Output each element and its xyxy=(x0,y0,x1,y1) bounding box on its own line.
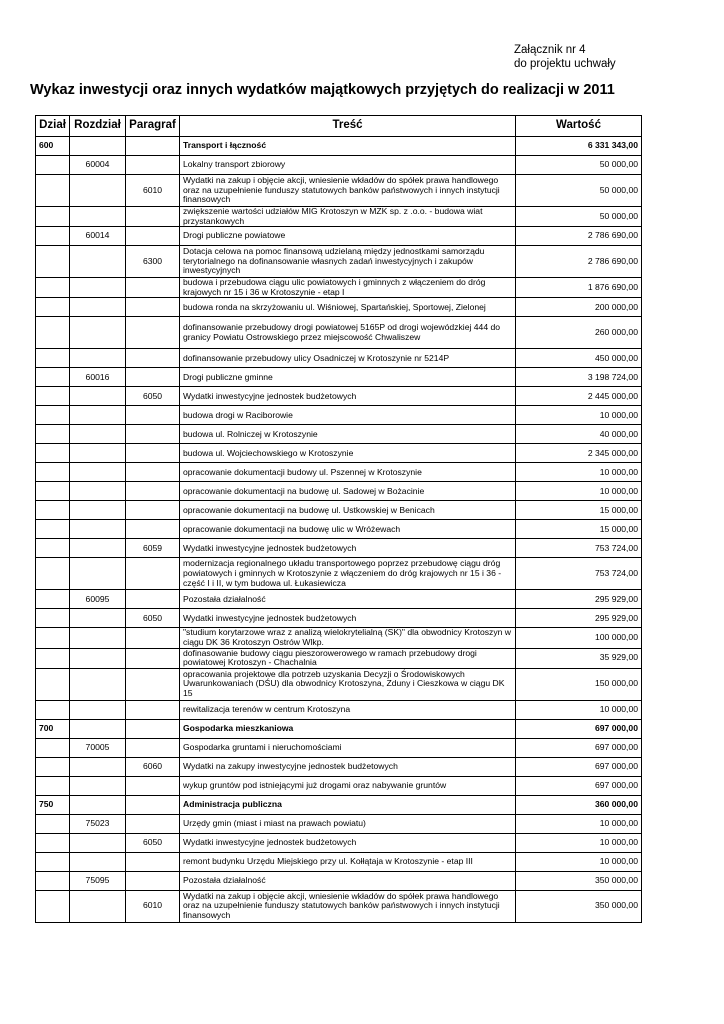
cell-rozdzial xyxy=(70,482,126,501)
cell-paragraf xyxy=(126,719,180,738)
cell-dzial xyxy=(36,852,70,871)
cell-dzial xyxy=(36,871,70,890)
cell-paragraf: 6060 xyxy=(126,757,180,776)
table-row xyxy=(36,349,642,368)
table-row xyxy=(36,227,642,246)
cell-dzial xyxy=(36,890,70,922)
cell-wartosc: 10 000,00 xyxy=(516,406,642,425)
cell-paragraf xyxy=(126,349,180,368)
cell-wartosc: 200 000,00 xyxy=(516,298,642,317)
cell-wartosc: 3 198 724,00 xyxy=(516,368,642,387)
table-row xyxy=(36,668,642,700)
cell-wartosc: 2 786 690,00 xyxy=(516,227,642,246)
cell-dzial xyxy=(36,207,70,227)
cell-tresc: opracowanie dokumentacji na budowę ul. Ustkowskiej w Benicach xyxy=(180,501,516,520)
cell-tresc: Wydatki na zakupy inwestycyjne jednostek budżetowych xyxy=(180,757,516,776)
cell-tresc: opracowanie dokumentacji na budowę ul. Sadowej w Bożacinie xyxy=(180,482,516,501)
cell-rozdzial: 60016 xyxy=(70,368,126,387)
table-row xyxy=(36,406,642,425)
cell-wartosc: 10 000,00 xyxy=(516,852,642,871)
cell-paragraf xyxy=(126,156,180,175)
cell-tresc: budowa drogi w Raciborowie xyxy=(180,406,516,425)
cell-tresc: Wydatki na zakup i objęcie akcji, wniesienie wkładów do spółek prawa handlowego oraz na uzupełnienie funduszy statutowych banków państwowych i innych instytucji finansowych xyxy=(180,890,516,922)
cell-tresc: rewitalizacja terenów w centrum Krotoszyna xyxy=(180,700,516,719)
cell-rozdzial xyxy=(70,852,126,871)
cell-rozdzial xyxy=(70,175,126,207)
cell-wartosc: 50 000,00 xyxy=(516,156,642,175)
cell-paragraf xyxy=(126,648,180,668)
table-row xyxy=(36,648,642,668)
table-row xyxy=(36,482,642,501)
cell-wartosc: 697 000,00 xyxy=(516,738,642,757)
cell-wartosc: 10 000,00 xyxy=(516,833,642,852)
table-row xyxy=(36,207,642,227)
cell-dzial xyxy=(36,558,70,590)
cell-rozdzial xyxy=(70,501,126,520)
table-row xyxy=(36,609,642,628)
column-header-tresc: Treść xyxy=(180,116,516,137)
annex-line-2: do projektu uchwały xyxy=(514,58,616,70)
cell-dzial xyxy=(36,444,70,463)
cell-rozdzial xyxy=(70,558,126,590)
cell-rozdzial: 75095 xyxy=(70,871,126,890)
cell-rozdzial xyxy=(70,298,126,317)
cell-dzial xyxy=(36,317,70,349)
table-row xyxy=(36,700,642,719)
cell-paragraf xyxy=(126,558,180,590)
cell-tresc: zwiększenie wartości udziałów MIG Krotoszyn w MZK sp. z .o.o. - budowa wiat przystankowych xyxy=(180,207,516,227)
cell-rozdzial xyxy=(70,349,126,368)
table-row xyxy=(36,814,642,833)
cell-tresc: Drogi publiczne gminne xyxy=(180,368,516,387)
table-row xyxy=(36,298,642,317)
cell-wartosc: 2 345 000,00 xyxy=(516,444,642,463)
cell-dzial: 750 xyxy=(36,795,70,814)
table-row xyxy=(36,738,642,757)
cell-dzial xyxy=(36,425,70,444)
cell-tresc: Gospodarka mieszkaniowa xyxy=(180,719,516,738)
table-row xyxy=(36,444,642,463)
cell-rozdzial xyxy=(70,668,126,700)
cell-paragraf xyxy=(126,368,180,387)
table-row xyxy=(36,368,642,387)
cell-paragraf xyxy=(126,814,180,833)
cell-rozdzial xyxy=(70,463,126,482)
cell-tresc: opracowanie dokumentacji na budowę ulic w Wróżewach xyxy=(180,520,516,539)
cell-tresc: Transport i łączność xyxy=(180,137,516,156)
cell-tresc: dofinasowanie budowy ciągu pieszorowerowego w ramach przebudowy drogi powiatowej Krotoszyn - Chachalnia xyxy=(180,648,516,668)
cell-paragraf xyxy=(126,317,180,349)
cell-dzial xyxy=(36,501,70,520)
cell-wartosc: 260 000,00 xyxy=(516,317,642,349)
cell-dzial xyxy=(36,349,70,368)
cell-tresc: Lokalny transport zbiorowy xyxy=(180,156,516,175)
cell-rozdzial: 70005 xyxy=(70,738,126,757)
cell-dzial xyxy=(36,609,70,628)
cell-paragraf xyxy=(126,852,180,871)
cell-rozdzial xyxy=(70,406,126,425)
cell-rozdzial xyxy=(70,387,126,406)
cell-rozdzial xyxy=(70,207,126,227)
cell-tresc: Wydatki na zakup i objęcie akcji, wniesienie wkładów do spółek prawa handlowego oraz na uzupełnienie funduszy statutowych banków państwowych i innych instytucji finansowych xyxy=(180,175,516,207)
cell-wartosc: 40 000,00 xyxy=(516,425,642,444)
cell-wartosc: 35 929,00 xyxy=(516,648,642,668)
cell-tresc: Dotacja celowa na pomoc finansową udzielaną między jednostkami samorządu terytorialnego na dofinansowanie własnych zadań inwestycyjnych i zakupów inwestycyjnych xyxy=(180,246,516,278)
cell-dzial xyxy=(36,406,70,425)
cell-paragraf xyxy=(126,278,180,298)
table-row xyxy=(36,590,642,609)
cell-wartosc: 15 000,00 xyxy=(516,520,642,539)
cell-paragraf xyxy=(126,668,180,700)
cell-dzial xyxy=(36,175,70,207)
cell-rozdzial xyxy=(70,890,126,922)
cell-wartosc: 10 000,00 xyxy=(516,463,642,482)
cell-dzial xyxy=(36,700,70,719)
cell-paragraf xyxy=(126,590,180,609)
cell-wartosc: 450 000,00 xyxy=(516,349,642,368)
cell-dzial: 600 xyxy=(36,137,70,156)
table-row xyxy=(36,852,642,871)
cell-wartosc: 2 786 690,00 xyxy=(516,246,642,278)
cell-rozdzial xyxy=(70,833,126,852)
cell-paragraf xyxy=(126,795,180,814)
cell-paragraf: 6010 xyxy=(126,175,180,207)
cell-paragraf xyxy=(126,463,180,482)
cell-dzial xyxy=(36,387,70,406)
cell-wartosc: 350 000,00 xyxy=(516,871,642,890)
cell-tresc: budowa ronda na skrzyżowaniu ul. Wiśniowej, Spartańskiej, Sportowej, Zielonej xyxy=(180,298,516,317)
cell-rozdzial xyxy=(70,539,126,558)
cell-paragraf xyxy=(126,776,180,795)
annex-note xyxy=(514,43,616,71)
cell-dzial xyxy=(36,628,70,648)
cell-dzial xyxy=(36,156,70,175)
cell-rozdzial xyxy=(70,719,126,738)
cell-wartosc: 350 000,00 xyxy=(516,890,642,922)
table-row xyxy=(36,628,642,648)
cell-dzial xyxy=(36,648,70,668)
section-row xyxy=(36,137,642,156)
cell-tresc: Gospodarka gruntami i nieruchomościami xyxy=(180,738,516,757)
table-row xyxy=(36,520,642,539)
cell-paragraf xyxy=(126,444,180,463)
cell-tresc: Wydatki inwestycyjne jednostek budżetowych xyxy=(180,539,516,558)
cell-rozdzial xyxy=(70,609,126,628)
cell-tresc: Wydatki inwestycyjne jednostek budżetowych xyxy=(180,387,516,406)
cell-rozdzial xyxy=(70,648,126,668)
cell-dzial xyxy=(36,668,70,700)
column-header-dzial: Dział xyxy=(36,116,70,137)
cell-wartosc: 10 000,00 xyxy=(516,482,642,501)
cell-rozdzial: 60004 xyxy=(70,156,126,175)
cell-dzial xyxy=(36,757,70,776)
cell-paragraf xyxy=(126,628,180,648)
table-row xyxy=(36,833,642,852)
cell-tresc: modernizacja regionalnego układu transportowego poprzez przebudowę ciągu dróg powiatowych i gminnych w Krotoszynie z włączeniem do dróg krajowych nr 15 i 36 - część I i II, w tym budowa ul. Łukasiewicza xyxy=(180,558,516,590)
cell-rozdzial: 60095 xyxy=(70,590,126,609)
investment-table xyxy=(35,115,642,923)
cell-rozdzial: 60014 xyxy=(70,227,126,246)
table-row xyxy=(36,425,642,444)
cell-rozdzial xyxy=(70,425,126,444)
cell-wartosc: 360 000,00 xyxy=(516,795,642,814)
cell-wartosc: 1 876 690,00 xyxy=(516,278,642,298)
cell-dzial xyxy=(36,590,70,609)
cell-tresc: Drogi publiczne powiatowe xyxy=(180,227,516,246)
section-row xyxy=(36,719,642,738)
cell-wartosc: 753 724,00 xyxy=(516,558,642,590)
cell-tresc: Urzędy gmin (miast i miast na prawach powiatu) xyxy=(180,814,516,833)
table-row xyxy=(36,246,642,278)
cell-paragraf xyxy=(126,227,180,246)
cell-rozdzial: 75023 xyxy=(70,814,126,833)
cell-paragraf xyxy=(126,137,180,156)
cell-paragraf xyxy=(126,425,180,444)
table-row xyxy=(36,175,642,207)
cell-paragraf: 6050 xyxy=(126,833,180,852)
cell-dzial: 700 xyxy=(36,719,70,738)
cell-wartosc: 2 445 000,00 xyxy=(516,387,642,406)
cell-rozdzial xyxy=(70,278,126,298)
cell-dzial xyxy=(36,298,70,317)
cell-paragraf xyxy=(126,482,180,501)
cell-rozdzial xyxy=(70,246,126,278)
column-header-rozdzial: Rozdział xyxy=(70,116,126,137)
page-title: Wykaz inwestycji oraz innych wydatków majątkowych przyjętych do realizacji w 2011 xyxy=(30,82,615,98)
table-row xyxy=(36,317,642,349)
cell-dzial xyxy=(36,482,70,501)
cell-wartosc: 295 929,00 xyxy=(516,590,642,609)
table-row xyxy=(36,387,642,406)
cell-tresc: budowa ul. Wojciechowskiego w Krotoszynie xyxy=(180,444,516,463)
cell-wartosc: 10 000,00 xyxy=(516,700,642,719)
cell-dzial xyxy=(36,246,70,278)
section-row xyxy=(36,795,642,814)
cell-dzial xyxy=(36,368,70,387)
cell-tresc: dofinansowanie przebudowy ulicy Osadniczej w Krotoszynie nr 5214P xyxy=(180,349,516,368)
cell-paragraf xyxy=(126,406,180,425)
cell-wartosc: 50 000,00 xyxy=(516,207,642,227)
cell-rozdzial xyxy=(70,137,126,156)
cell-dzial xyxy=(36,278,70,298)
cell-dzial xyxy=(36,738,70,757)
cell-dzial xyxy=(36,814,70,833)
cell-tresc: "studium korytarzowe wraz z analizą wielokrytelialną (SK)" dla obwodnicy Krotoszyn w ciągu DK 36 Krotoszyn Ostrów Wlkp. xyxy=(180,628,516,648)
cell-wartosc: 100 000,00 xyxy=(516,628,642,648)
cell-dzial xyxy=(36,520,70,539)
table-row xyxy=(36,776,642,795)
cell-paragraf xyxy=(126,520,180,539)
cell-wartosc: 6 331 343,00 xyxy=(516,137,642,156)
cell-paragraf xyxy=(126,871,180,890)
cell-wartosc: 753 724,00 xyxy=(516,539,642,558)
cell-tresc: Administracja publiczna xyxy=(180,795,516,814)
table-row xyxy=(36,558,642,590)
cell-rozdzial xyxy=(70,795,126,814)
table-header-row xyxy=(36,116,642,137)
cell-wartosc: 697 000,00 xyxy=(516,757,642,776)
cell-dzial xyxy=(36,833,70,852)
cell-dzial xyxy=(36,539,70,558)
cell-paragraf xyxy=(126,298,180,317)
table-row xyxy=(36,757,642,776)
cell-paragraf: 6010 xyxy=(126,890,180,922)
cell-rozdzial xyxy=(70,776,126,795)
cell-dzial xyxy=(36,776,70,795)
cell-tresc: budowa ul. Rolniczej w Krotoszynie xyxy=(180,425,516,444)
table-row xyxy=(36,890,642,922)
cell-rozdzial xyxy=(70,317,126,349)
cell-paragraf: 6050 xyxy=(126,609,180,628)
cell-wartosc: 697 000,00 xyxy=(516,719,642,738)
cell-wartosc: 15 000,00 xyxy=(516,501,642,520)
table-row xyxy=(36,871,642,890)
table-row xyxy=(36,463,642,482)
cell-rozdzial xyxy=(70,444,126,463)
cell-tresc: Wydatki inwestycyjne jednostek budżetowych xyxy=(180,833,516,852)
column-header-paragraf: Paragraf xyxy=(126,116,180,137)
cell-tresc: remont budynku Urzędu Miejskiego przy ul. Kołłątaja w Krotoszynie - etap III xyxy=(180,852,516,871)
table-row xyxy=(36,278,642,298)
cell-tresc: wykup gruntów pod istniejącymi już drogami oraz nabywanie gruntów xyxy=(180,776,516,795)
cell-rozdzial xyxy=(70,628,126,648)
cell-paragraf xyxy=(126,700,180,719)
cell-wartosc: 50 000,00 xyxy=(516,175,642,207)
cell-tresc: dofinansowanie przebudowy drogi powiatowej 5165P od drogi wojewódzkiej 444 do granicy Powiatu Ostrowskiego przez miejscowość Chwaliszew xyxy=(180,317,516,349)
cell-dzial xyxy=(36,227,70,246)
cell-dzial xyxy=(36,463,70,482)
cell-wartosc: 150 000,00 xyxy=(516,668,642,700)
cell-tresc: Wydatki inwestycyjne jednostek budżetowych xyxy=(180,609,516,628)
cell-paragraf: 6300 xyxy=(126,246,180,278)
cell-paragraf xyxy=(126,738,180,757)
table-row xyxy=(36,539,642,558)
cell-wartosc: 10 000,00 xyxy=(516,814,642,833)
cell-paragraf: 6059 xyxy=(126,539,180,558)
cell-tresc: opracowanie dokumentacji budowy ul. Pszennej w Krotoszynie xyxy=(180,463,516,482)
cell-wartosc: 697 000,00 xyxy=(516,776,642,795)
cell-rozdzial xyxy=(70,700,126,719)
cell-paragraf xyxy=(126,501,180,520)
cell-paragraf: 6050 xyxy=(126,387,180,406)
cell-tresc: Pozostała działalność xyxy=(180,590,516,609)
annex-line-1: Załącznik nr 4 xyxy=(514,44,586,56)
table-row xyxy=(36,501,642,520)
cell-tresc: Pozostała działalność xyxy=(180,871,516,890)
column-header-wartosc: Wartość xyxy=(516,116,642,137)
cell-paragraf xyxy=(126,207,180,227)
cell-tresc: budowa i przebudowa ciągu ulic powiatowych i gminnych z włączeniem do dróg krajowych nr 15 i 36 w Krotoszynie - etap I xyxy=(180,278,516,298)
cell-wartosc: 295 929,00 xyxy=(516,609,642,628)
cell-tresc: opracowania projektowe dla potrzeb uzyskania Decyzji o Środowiskowych Uwarunkowaniach (DŚU) dla obwodnicy Krotoszyna, Zduny i Cieszkowa w ciągu DK 15 xyxy=(180,668,516,700)
cell-rozdzial xyxy=(70,520,126,539)
table-body xyxy=(36,137,642,923)
table-row xyxy=(36,156,642,175)
cell-rozdzial xyxy=(70,757,126,776)
